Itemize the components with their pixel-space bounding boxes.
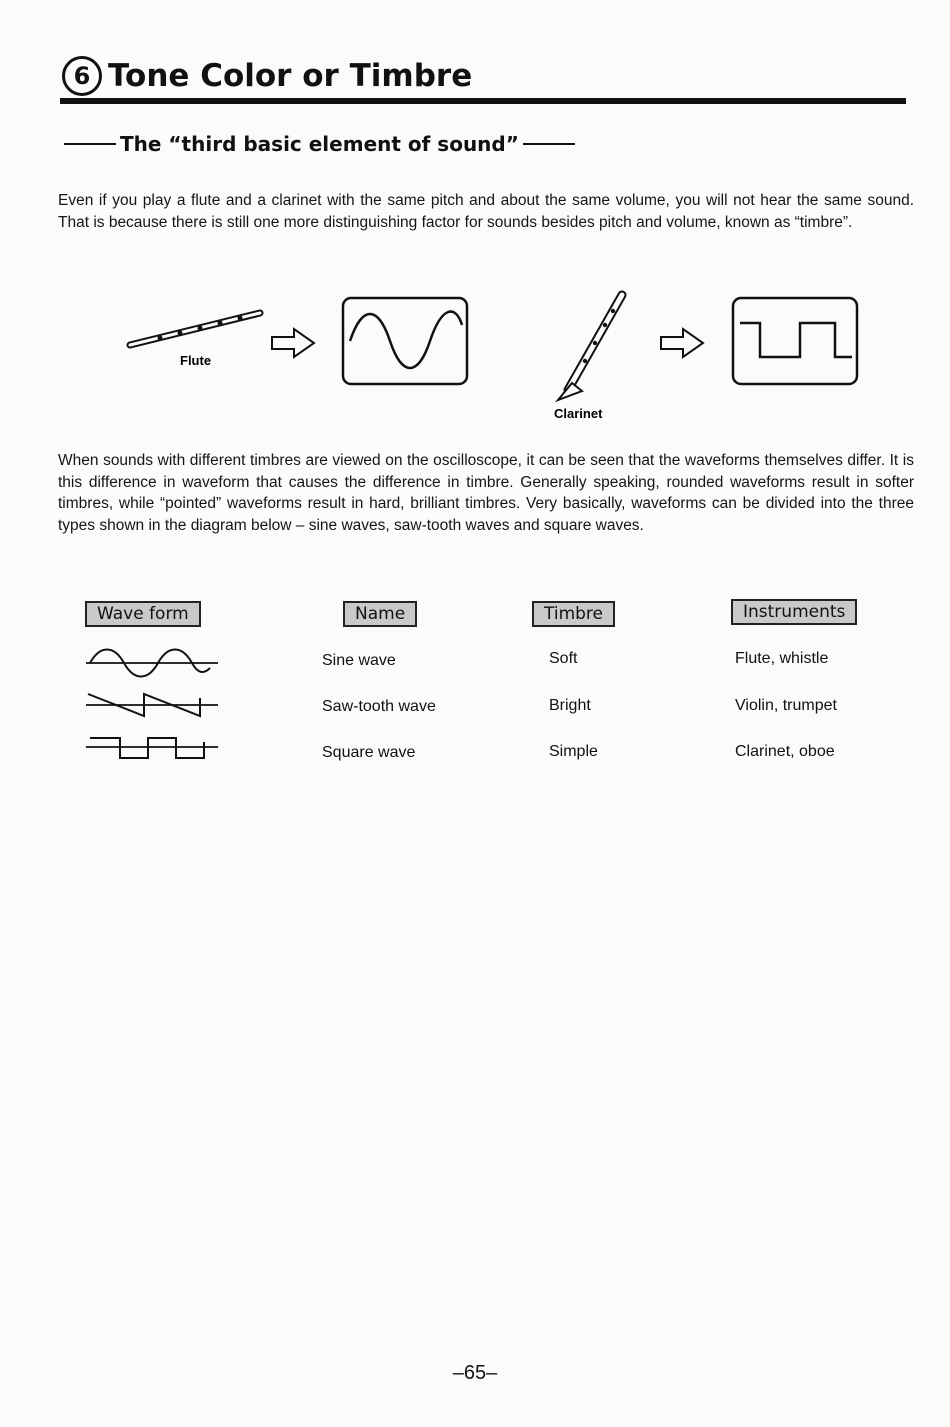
row2-timbre: Bright [549, 697, 591, 714]
sine-trace [350, 312, 462, 368]
row1-name: Sine wave [322, 652, 396, 669]
row3-name: Square wave [322, 744, 416, 761]
square-wave-icon [86, 732, 222, 762]
chapter-title-text: Tone Color or Timbre [108, 58, 473, 94]
chapter-number: 6 [62, 56, 102, 96]
header-timbre: Timbre [532, 601, 615, 627]
paragraph-waveforms: When sounds with different timbres are viewed on the oscilloscope, it can be seen that the waveforms themselves differ. It is this difference in waveform that causes the difference in timbre. Generally speaking, rounded waveforms result in softer timbres, while “pointed” waveforms result in hard, brilliant timbres. Very basically, waveforms can be divided into the three types shown in the diagram below – sine waves, saw-tooth waves and square waves. [58, 452, 914, 534]
subtitle-text: The “third basic element of sound” [120, 132, 519, 156]
arrow-right-icon [661, 329, 703, 357]
row2-name: Saw-tooth wave [322, 698, 436, 715]
row3-timbre: Simple [549, 743, 598, 760]
row1-timbre: Soft [549, 650, 578, 667]
chapter-title [62, 56, 472, 96]
header-name: Name [343, 601, 417, 627]
dash-left [64, 143, 116, 145]
header-wave-form: Wave form [85, 601, 201, 627]
sawtooth-wave-icon [86, 690, 222, 720]
section-subtitle [60, 132, 579, 156]
clarinet-label: Clarinet [554, 406, 603, 421]
square-trace [740, 323, 852, 357]
flute-illustration [130, 313, 260, 345]
clarinet-illustration [558, 295, 622, 400]
oscilloscope-square-screen [733, 298, 857, 384]
sine-wave-icon [86, 648, 222, 678]
page-number: –65– [452, 1362, 498, 1384]
instrument-waveform-diagram [100, 285, 880, 435]
arrow-right-icon [272, 329, 314, 357]
paragraph-intro: Even if you play a flute and a clarinet with the same pitch and about the same volume, you will not hear the same sound. That is because there is still one more distinguishing factor for sounds besides pitch and volume, known as “timbre”. [58, 192, 914, 231]
row2-instruments: Violin, trumpet [735, 697, 837, 714]
row3-instruments: Clarinet, oboe [735, 743, 835, 760]
header-instruments: Instruments [731, 599, 857, 625]
row1-instruments: Flute, whistle [735, 650, 829, 667]
flute-label: Flute [180, 353, 212, 368]
title-rule [60, 98, 906, 104]
dash-right [523, 143, 575, 145]
